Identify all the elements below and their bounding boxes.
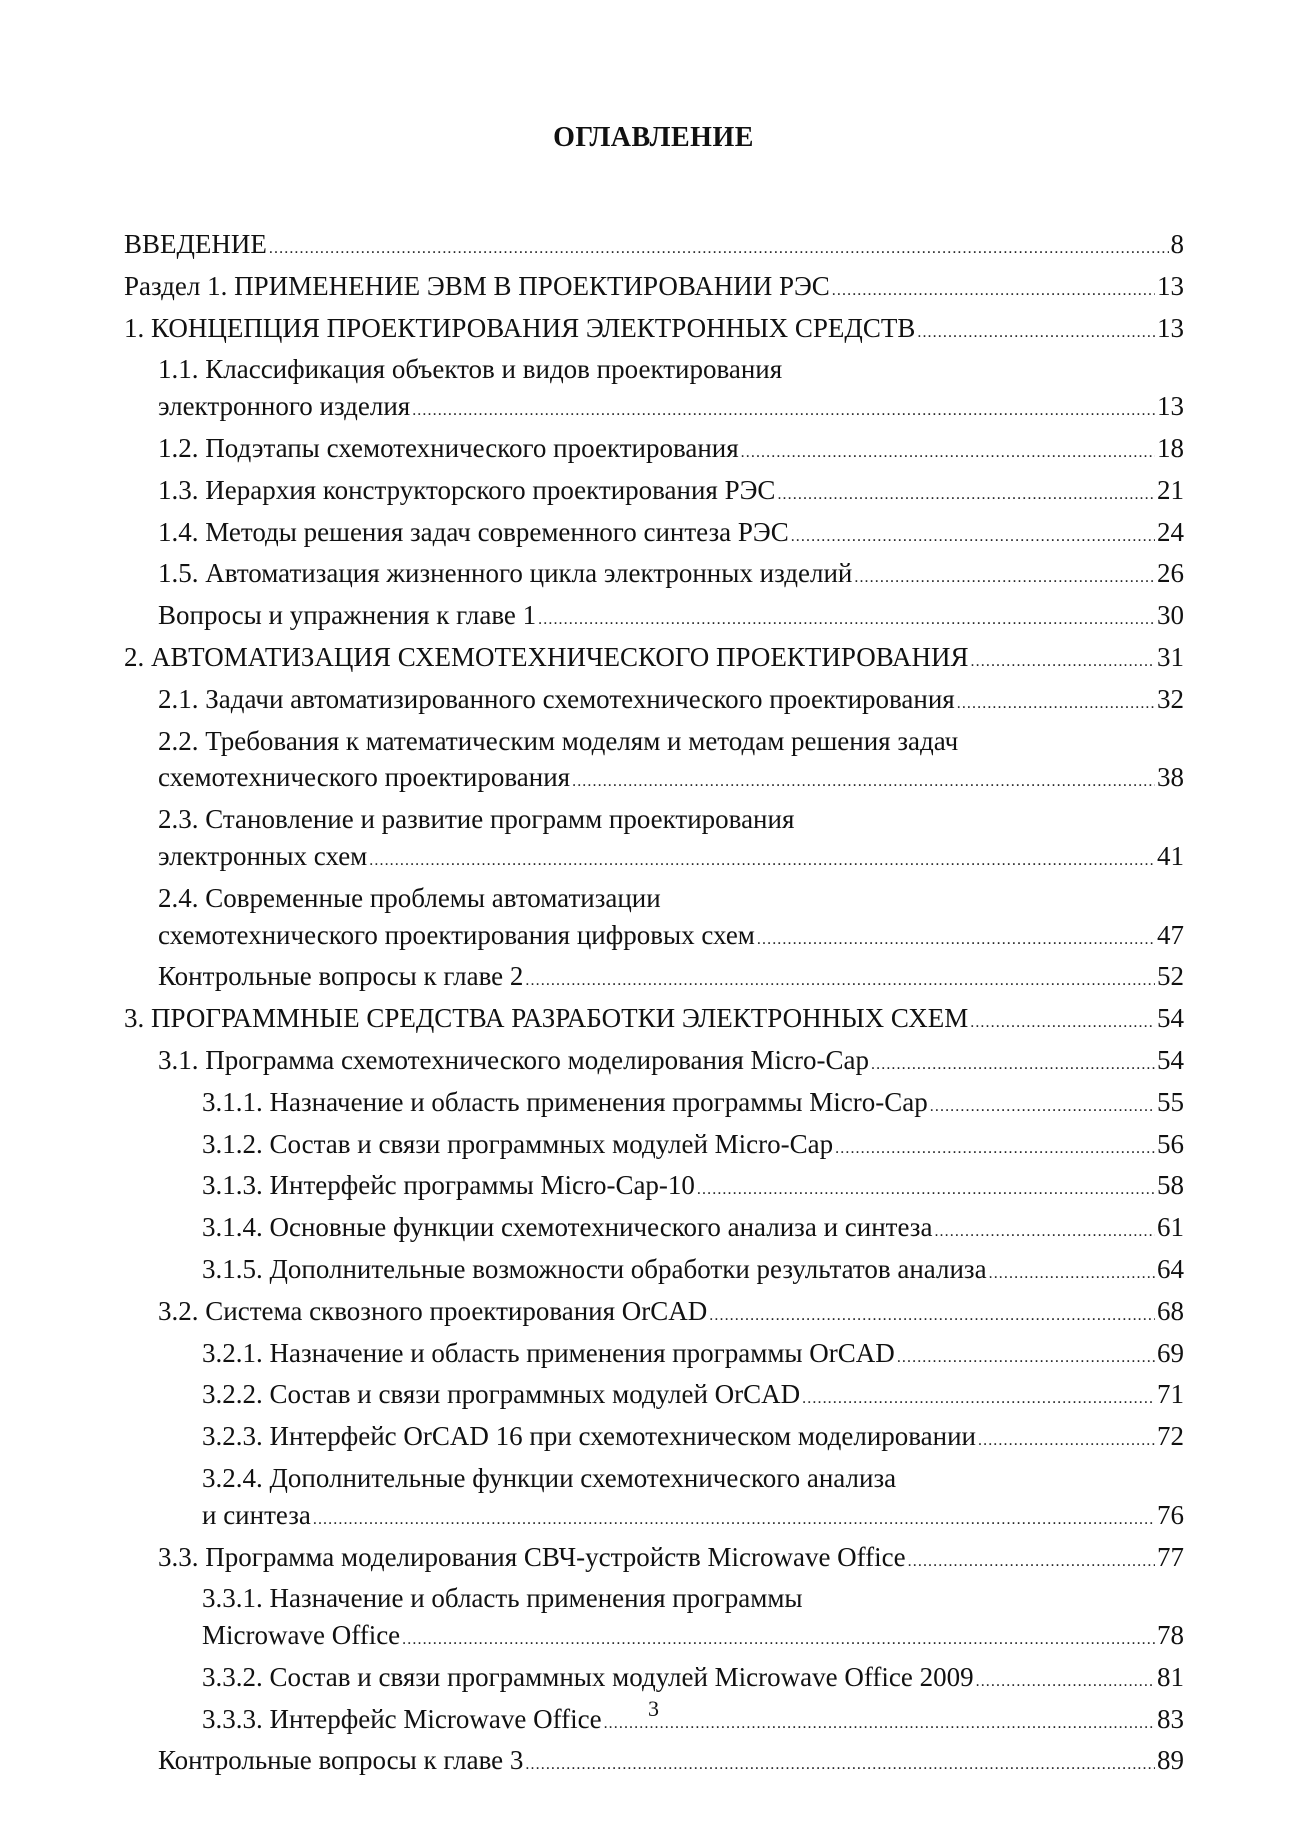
toc-entry[interactable] bbox=[124, 1539, 1184, 1581]
toc-entry-title: 3. ПРОГРАММНЫЕ СРЕДСТВА РАЗРАБОТКИ ЭЛЕКТРОННЫХ СХЕМ bbox=[124, 1003, 969, 1034]
toc-entry-page: 72 bbox=[1157, 1421, 1184, 1452]
toc-entry-title: 3.1.3. Интерфейс программы Micro-Cap-10 bbox=[202, 1170, 695, 1201]
dot-leader bbox=[525, 963, 1155, 1000]
toc-entry-line bbox=[158, 1293, 1184, 1335]
toc-entry-page: 31 bbox=[1157, 641, 1184, 672]
toc-entry-page: 52 bbox=[1157, 961, 1184, 992]
toc-entry-page: 55 bbox=[1157, 1086, 1184, 1117]
dot-leader bbox=[402, 1622, 1155, 1659]
toc-entry-page: 77 bbox=[1157, 1541, 1184, 1572]
toc-entry-page: 30 bbox=[1157, 600, 1184, 631]
toc-entry-page: 26 bbox=[1157, 558, 1184, 589]
dot-leader bbox=[989, 1256, 1155, 1293]
toc-entry-title: 1. КОНЦЕПЦИЯ ПРОЕКТИРОВАНИЯ ЭЛЕКТРОННЫХ СРЕДСТВ bbox=[124, 312, 916, 343]
toc-entry-page: 81 bbox=[1157, 1661, 1184, 1692]
dot-leader bbox=[835, 1131, 1155, 1168]
toc-entry-line bbox=[158, 958, 1184, 1000]
toc-entry-line bbox=[158, 681, 1184, 723]
toc-entry-line bbox=[124, 639, 1184, 681]
dot-leader bbox=[741, 435, 1155, 472]
dot-leader bbox=[538, 602, 1155, 639]
dot-leader bbox=[313, 1502, 1155, 1539]
toc-entry[interactable] bbox=[124, 1659, 1184, 1701]
toc-entry-page: 13 bbox=[1157, 391, 1184, 422]
dot-leader bbox=[269, 231, 1169, 268]
toc-entry-line bbox=[158, 1539, 1184, 1581]
dot-leader bbox=[412, 393, 1155, 430]
toc-entry[interactable] bbox=[124, 1209, 1184, 1251]
toc-entry[interactable] bbox=[124, 1460, 1184, 1539]
toc-entry-line bbox=[202, 1418, 1184, 1460]
toc-entry[interactable] bbox=[124, 801, 1184, 880]
dot-leader bbox=[757, 922, 1155, 959]
toc-entry-title: 1.3. Иерархия конструкторского проектирования РЭС bbox=[158, 474, 776, 505]
dot-leader bbox=[525, 1747, 1155, 1784]
toc-entry-title-line: 2.3. Становление и развитие программ проектирования bbox=[158, 804, 795, 835]
dot-leader bbox=[957, 686, 1155, 723]
toc-entry-title: ВВЕДЕНИЕ bbox=[124, 229, 267, 259]
toc-entry-page: 38 bbox=[1157, 762, 1184, 793]
toc-entry-title: 2. АВТОМАТИЗАЦИЯ СХЕМОТЕХНИЧЕСКОГО ПРОЕКТИРОВАНИЯ bbox=[124, 641, 969, 672]
toc-entry[interactable] bbox=[124, 351, 1184, 430]
toc-entry-line bbox=[124, 1000, 1184, 1042]
toc-entry-title-line: 3.2.4. Дополнительные функции схемотехнического анализа bbox=[202, 1462, 897, 1493]
toc-entry-line bbox=[124, 226, 1184, 268]
dot-leader bbox=[978, 1423, 1155, 1460]
toc-entry[interactable] bbox=[124, 958, 1184, 1000]
toc-entry-page: 47 bbox=[1157, 919, 1184, 950]
table-of-contents bbox=[124, 226, 1184, 1784]
toc-entry[interactable] bbox=[124, 1042, 1184, 1084]
toc-entry[interactable] bbox=[124, 472, 1184, 514]
dot-leader bbox=[934, 1214, 1155, 1251]
toc-entry-page: 58 bbox=[1157, 1170, 1184, 1201]
dot-leader bbox=[854, 560, 1155, 597]
toc-entry-title: Контрольные вопросы к главе 2 bbox=[158, 961, 524, 992]
toc-entry-title: 2.1. Задачи автоматизированного схемотехнического проектирования bbox=[158, 683, 955, 714]
toc-entry-line bbox=[158, 555, 1184, 597]
toc-entry-page: 56 bbox=[1157, 1128, 1184, 1159]
toc-entry-title: схемотехнического проектирования bbox=[158, 762, 571, 793]
toc-entry[interactable] bbox=[124, 723, 1184, 802]
toc-entry-page: 61 bbox=[1157, 1212, 1184, 1243]
toc-entry-line bbox=[124, 310, 1184, 352]
toc-entry-line bbox=[158, 759, 1184, 801]
dot-leader bbox=[970, 1005, 1155, 1042]
toc-entry[interactable] bbox=[124, 1742, 1184, 1784]
toc-entry-line bbox=[158, 472, 1184, 514]
toc-entry[interactable] bbox=[124, 597, 1184, 639]
dot-leader bbox=[572, 764, 1155, 801]
toc-entry[interactable] bbox=[124, 639, 1184, 681]
toc-entry[interactable] bbox=[124, 1251, 1184, 1293]
toc-entry[interactable] bbox=[124, 430, 1184, 472]
toc-entry[interactable] bbox=[124, 1335, 1184, 1377]
toc-entry-page: 64 bbox=[1157, 1253, 1184, 1284]
toc-entry-page: 78 bbox=[1157, 1620, 1184, 1651]
toc-entry-page: 69 bbox=[1157, 1337, 1184, 1368]
toc-entry-title-line: 3.3.1. Назначение и область применения программы bbox=[202, 1583, 803, 1614]
toc-entry-line bbox=[158, 1742, 1184, 1784]
page-number: 3 bbox=[648, 1696, 659, 1721]
toc-entry-line bbox=[158, 388, 1184, 430]
dot-leader bbox=[897, 1340, 1155, 1377]
toc-entry-line bbox=[158, 917, 1184, 959]
toc-entry[interactable] bbox=[124, 1084, 1184, 1126]
toc-entry-page: 83 bbox=[1157, 1703, 1184, 1734]
toc-entry[interactable] bbox=[124, 1376, 1184, 1418]
toc-entry-line bbox=[202, 1251, 1184, 1293]
toc-entry-title: Вопросы и упражнения к главе 1 bbox=[158, 600, 537, 631]
toc-entry-title: 3.2. Система сквозного проектирования OrCAD bbox=[158, 1295, 708, 1326]
toc-entry-page: 76 bbox=[1157, 1499, 1184, 1530]
dot-leader bbox=[908, 1544, 1155, 1581]
toc-entry[interactable] bbox=[124, 226, 1184, 268]
toc-entry-title: 3.1.5. Дополнительные возможности обработки результатов анализа bbox=[202, 1253, 987, 1284]
toc-entry[interactable] bbox=[124, 1418, 1184, 1460]
toc-entry-page: 18 bbox=[1157, 432, 1184, 463]
toc-entry[interactable] bbox=[124, 514, 1184, 556]
toc-entry-page: 68 bbox=[1157, 1295, 1184, 1326]
dot-leader bbox=[930, 1089, 1155, 1126]
toc-entry-line bbox=[202, 1084, 1184, 1126]
toc-entry-title: электронного изделия bbox=[158, 391, 411, 422]
toc-entry[interactable] bbox=[124, 1167, 1184, 1209]
toc-entry[interactable] bbox=[124, 681, 1184, 723]
toc-entry-title: 3.2.2. Состав и связи программных модулей OrCAD bbox=[202, 1379, 801, 1410]
toc-entry-page: 32 bbox=[1157, 683, 1184, 714]
toc-entry-title-line: 2.4. Современные проблемы автоматизации bbox=[158, 882, 661, 913]
toc-entry-title: и синтеза bbox=[202, 1499, 311, 1530]
toc-entry-title: 3.3. Программа моделирования СВЧ-устройств Microwave Office bbox=[158, 1541, 906, 1572]
toc-entry-title: 3.3.3. Интерфейс Microwave Office bbox=[202, 1703, 602, 1734]
toc-entry-title: 1.4. Методы решения задач современного синтеза РЭС bbox=[158, 516, 789, 547]
toc-entry-line bbox=[202, 1126, 1184, 1168]
toc-entry[interactable] bbox=[124, 555, 1184, 597]
toc-entry[interactable] bbox=[124, 1000, 1184, 1042]
toc-entry[interactable] bbox=[124, 268, 1184, 310]
toc-entry-page: 21 bbox=[1157, 474, 1184, 505]
toc-entry-line bbox=[158, 838, 1184, 880]
toc-entry[interactable] bbox=[124, 1126, 1184, 1168]
toc-entry-title: электронных схем bbox=[158, 840, 368, 871]
toc-entry-title: 3.2.3. Интерфейс OrCAD 16 при схемотехническом моделировании bbox=[202, 1421, 976, 1452]
toc-entry-line bbox=[202, 1376, 1184, 1418]
toc-entry-line bbox=[202, 1167, 1184, 1209]
toc-entry[interactable] bbox=[124, 1293, 1184, 1335]
toc-entry-title: 3.3.2. Состав и связи программных модулей Microwave Office 2009 bbox=[202, 1661, 974, 1692]
toc-entry-title: 1.5. Автоматизация жизненного цикла электронных изделий bbox=[158, 558, 853, 589]
toc-entry-line bbox=[158, 1042, 1184, 1084]
toc-entry-line bbox=[202, 1335, 1184, 1377]
toc-entry[interactable] bbox=[124, 310, 1184, 352]
toc-entry-line bbox=[158, 514, 1184, 556]
dot-leader bbox=[709, 1298, 1155, 1335]
dot-leader bbox=[791, 519, 1155, 556]
dot-leader bbox=[871, 1047, 1155, 1084]
toc-entry-title: схемотехнического проектирования цифровых схем bbox=[158, 919, 755, 950]
toc-entry-title: Контрольные вопросы к главе 3 bbox=[158, 1745, 524, 1776]
toc-entry-title-line: 2.2. Требования к математическим моделям и методам решения задач bbox=[158, 725, 959, 756]
toc-entry-line bbox=[158, 597, 1184, 639]
toc-entry-page: 13 bbox=[1157, 270, 1184, 301]
dot-leader bbox=[971, 644, 1155, 681]
toc-entry-page: 24 bbox=[1157, 516, 1184, 547]
toc-entry-line bbox=[202, 1209, 1184, 1251]
toc-entry-line bbox=[202, 1617, 1184, 1659]
toc-entry-page: 89 bbox=[1157, 1745, 1184, 1776]
page-title: ОГЛАВЛЕНИЕ bbox=[553, 122, 754, 153]
toc-entry-title: 3.2.1. Назначение и область применения программы OrCAD bbox=[202, 1337, 895, 1368]
dot-leader bbox=[777, 477, 1155, 514]
toc-entry-page: 54 bbox=[1157, 1003, 1184, 1034]
dot-leader bbox=[369, 843, 1155, 880]
toc-entry-title: 1.2. Подэтапы схемотехнического проектирования bbox=[158, 432, 739, 463]
toc-entry-title: 3.1.1. Назначение и область применения программы Micro-Cap bbox=[202, 1086, 928, 1117]
toc-entry-page: 71 bbox=[1157, 1379, 1184, 1410]
toc-entry-title: 3.1.4. Основные функции схемотехнического анализа и синтеза bbox=[202, 1212, 933, 1243]
toc-entry-title: 3.1. Программа схемотехнического моделирования Micro-Cap bbox=[158, 1044, 870, 1075]
toc-entry-page: 8 bbox=[1170, 229, 1184, 259]
toc-entry-line bbox=[202, 1659, 1184, 1701]
toc-entry-line bbox=[124, 268, 1184, 310]
dot-leader bbox=[832, 273, 1155, 310]
toc-entry-title: Раздел 1. ПРИМЕНЕНИЕ ЭВМ В ПРОЕКТИРОВАНИИ РЭС bbox=[124, 270, 830, 301]
toc-entry[interactable] bbox=[124, 880, 1184, 959]
toc-entry[interactable] bbox=[124, 1580, 1184, 1659]
dot-leader bbox=[917, 315, 1155, 352]
dot-leader bbox=[697, 1172, 1155, 1209]
toc-entry-page: 13 bbox=[1157, 312, 1184, 343]
toc-entry-title-line: 1.1. Классификация объектов и видов проектирования bbox=[158, 354, 783, 385]
dot-leader bbox=[802, 1381, 1155, 1418]
toc-entry-line bbox=[202, 1497, 1184, 1539]
toc-entry-title: 3.1.2. Состав и связи программных модулей Micro-Cap bbox=[202, 1128, 834, 1159]
toc-entry-page: 54 bbox=[1157, 1044, 1184, 1075]
toc-entry-line bbox=[158, 430, 1184, 472]
toc-entry-title: Microwave Office bbox=[202, 1620, 401, 1651]
toc-entry-page: 41 bbox=[1157, 840, 1184, 871]
